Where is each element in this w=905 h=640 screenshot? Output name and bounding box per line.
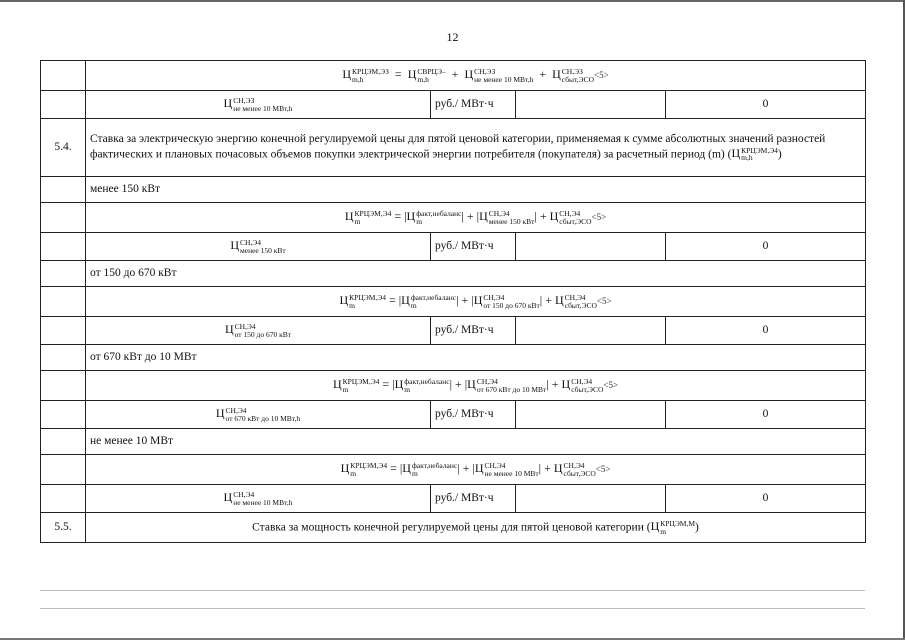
tariff-table: [40, 60, 866, 543]
table-row: [41, 233, 866, 261]
separator-line: [40, 590, 865, 591]
unit-cell: руб./ МВт·ч: [431, 91, 516, 119]
value-cell: 0: [666, 401, 866, 429]
row-number-cell: [41, 345, 86, 371]
scan-border-top: [0, 0, 905, 2]
row-number-cell: [41, 401, 86, 429]
symbol-cell: Ц СН,Э4 менее 150 кВт: [86, 233, 431, 261]
power-range-label: менее 150 кВт: [86, 177, 866, 203]
row-number-cell: [41, 177, 86, 203]
empty-cell: [516, 401, 666, 429]
table-row: [41, 429, 866, 455]
unit-cell: руб./ МВт·ч: [431, 401, 516, 429]
row-number-cell: [41, 91, 86, 119]
row-number-cell: [41, 317, 86, 345]
value-cell: 0: [666, 317, 866, 345]
value-cell: 0: [666, 485, 866, 513]
symbol-cell: Ц СН,Э4 от 150 до 670 кВт: [86, 317, 431, 345]
empty-cell: [516, 317, 666, 345]
formula-cell: Ц КРЦЭМ,Э4 m = |Ц факт,небаланс m | + |Ц СН,Э4 от 150 до 670 кВт | + Ц СН,Э4 сбыт,ЭСО <5>: [86, 287, 866, 317]
row-number-cell: [41, 261, 86, 287]
row-number-cell: [41, 203, 86, 233]
row-number-cell: [41, 429, 86, 455]
table-row: [41, 287, 866, 317]
empty-cell: [516, 233, 666, 261]
table-row: [41, 203, 866, 233]
table-row: [41, 513, 866, 543]
table-row: [41, 177, 866, 203]
power-range-label: не менее 10 МВт: [86, 429, 866, 455]
value-cell: 0: [666, 233, 866, 261]
table-row: [41, 401, 866, 429]
table-row: [41, 485, 866, 513]
unit-cell: руб./ МВт·ч: [431, 233, 516, 261]
row-number-cell: [41, 455, 86, 485]
formula-cell: Ц КРЦЭМ,Э4 m = |Ц факт,небаланс m | + |Ц СН,Э4 от 670 кВт до 10 МВт | + Ц СН,Э4 сбыт,ЭСО <5>: [86, 371, 866, 401]
table-row: [41, 317, 866, 345]
table-row: [41, 371, 866, 401]
row-number-cell: [41, 233, 86, 261]
row-number-cell: 5.4.: [41, 119, 86, 177]
symbol-cell: Ц СН,ЭЗ не менее 10 МВт,h: [86, 91, 431, 119]
row-number-cell: [41, 485, 86, 513]
table-row: [41, 455, 866, 485]
table-row: [41, 61, 866, 91]
row-number-cell: [41, 61, 86, 91]
separator-line: [40, 608, 865, 609]
page-number: 12: [446, 30, 459, 44]
section-description: Ставка за мощность конечной регулируемой цены для пятой ценовой категории (Ц КРЦЭМ,М m ): [86, 513, 866, 543]
symbol-cell: Ц СН,Э4 не менее 10 МВт,h: [86, 485, 431, 513]
table-row: [41, 261, 866, 287]
table-row: [41, 91, 866, 119]
symbol-cell: Ц СН,Э4 от 670 кВт до 10 МВт,h: [86, 401, 431, 429]
value-cell: 0: [666, 91, 866, 119]
section-description: Ставка за электрическую энергию конечной регулируемой цены для пятой ценовой категории, применяемая к сумме абсолютных значений разностей фактических и плановых почасовых объемов покупки электрической энергии потребителя (покупателя) за расчетный период (m) (Ц КРЦЭМ,Э4 m,h ): [86, 119, 866, 177]
power-range-label: от 670 кВт до 10 МВт: [86, 345, 866, 371]
power-range-label: от 150 до 670 кВт: [86, 261, 866, 287]
formula-cell: Ц КРЦЭМ,Э4 m = |Ц факт,небаланс m | + |Ц СН,Э4 менее 150 кВт | + Ц СН,Э4 сбыт,ЭСО <5>: [86, 203, 866, 233]
formula-cell: Ц КРЦЭМ,Э4 m = |Ц факт,небаланс m | + |Ц СН,Э4 не менее 10 МВт | + Ц СН,Э4 сбыт,ЭСО <5>: [86, 455, 866, 485]
table-row: [41, 119, 866, 177]
empty-cell: [516, 485, 666, 513]
unit-cell: руб./ МВт·ч: [431, 317, 516, 345]
row-number-cell: [41, 371, 86, 401]
empty-cell: [516, 91, 666, 119]
row-number-cell: 5.5.: [41, 513, 86, 543]
formula-cell: [86, 61, 866, 91]
formula-ebitda-ez: Ц КРЦЭМ,ЭЗ m,h = Ц СВРЦЭ– m,h + Ц СН,ЭЗ не менее 10 МВт,h + Ц СН,ЭЗ сбыт,ЭСО <5>: [342, 67, 609, 84]
table-row: [41, 345, 866, 371]
unit-cell: руб./ МВт·ч: [431, 485, 516, 513]
row-number-cell: [41, 287, 86, 317]
